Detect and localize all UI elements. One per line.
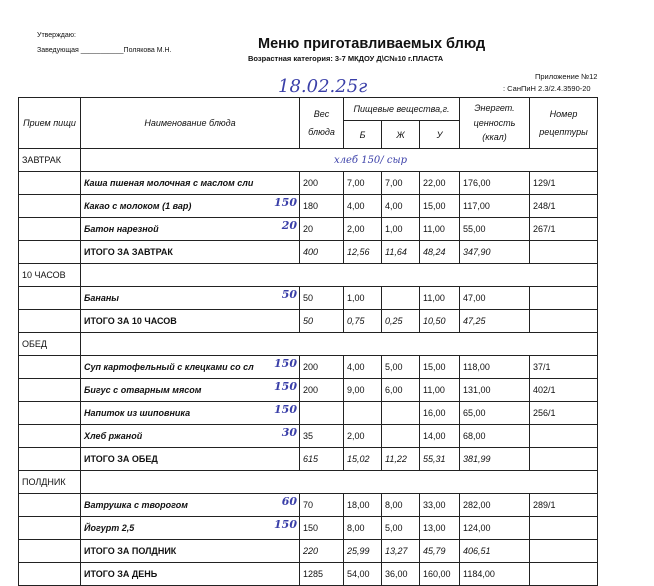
cell-weight: 200 xyxy=(300,172,344,195)
col-weight: Вес блюда xyxy=(300,98,344,149)
day-total-b: 54,00 xyxy=(344,563,382,586)
cell-weight: 200 xyxy=(300,379,344,402)
table-row xyxy=(19,402,598,425)
cell-kcal: 117,00 xyxy=(460,195,530,218)
cell-b: 9,00 xyxy=(344,379,382,402)
day-total-zh: 36,00 xyxy=(382,563,420,586)
cell-u: 11,00 xyxy=(420,379,460,402)
cell-recipe: 267/1 xyxy=(530,218,598,241)
col-zh: Ж xyxy=(382,121,420,149)
total-u: 48,24 xyxy=(420,241,460,264)
section-note-cell xyxy=(81,333,598,356)
cell-b: 1,00 xyxy=(344,287,382,310)
total-label: ИТОГО ЗА ЗАВТРАК xyxy=(81,241,300,264)
day-total-row xyxy=(19,563,598,586)
meal-cell xyxy=(19,195,81,218)
cell-u: 14,00 xyxy=(420,425,460,448)
dish-cell xyxy=(81,287,300,310)
table-row xyxy=(19,195,598,218)
meal-cell xyxy=(19,425,81,448)
section-row xyxy=(19,471,598,494)
dish-cell xyxy=(81,218,300,241)
col-u: У xyxy=(420,121,460,149)
table-row xyxy=(19,494,598,517)
meal-cell xyxy=(19,172,81,195)
total-zh: 11,64 xyxy=(382,241,420,264)
cell-u: 22,00 xyxy=(420,172,460,195)
total-row xyxy=(19,540,598,563)
total-zh: 0,25 xyxy=(382,310,420,333)
total-label: ИТОГО ЗА ПОЛДНИК xyxy=(81,540,300,563)
cell-recipe: 248/1 xyxy=(530,195,598,218)
dish-name: Каша пшеная молочная с маслом сли xyxy=(84,178,254,188)
dish-name: Напиток из шиповника xyxy=(84,408,191,418)
cell-recipe xyxy=(530,517,598,540)
total-row xyxy=(19,448,598,471)
approve-label: Утверждаю: xyxy=(37,32,76,39)
col-recipe: Номер рецептуры xyxy=(530,98,598,149)
page-title: Меню приготавливаемых блюд xyxy=(258,36,486,52)
cell-kcal: 131,00 xyxy=(460,379,530,402)
cell-weight: 180 xyxy=(300,195,344,218)
dish-name: Какао с молоком (1 вар) xyxy=(84,201,192,211)
total-zh: 11,22 xyxy=(382,448,420,471)
total-kcal: 347,90 xyxy=(460,241,530,264)
cell-zh xyxy=(382,402,420,425)
cell-zh xyxy=(382,425,420,448)
dish-name: Ватрушка с творогом xyxy=(84,500,188,510)
cell-weight: 35 xyxy=(300,425,344,448)
cell-b: 7,00 xyxy=(344,172,382,195)
meal-cell xyxy=(19,540,81,563)
table-row xyxy=(19,425,598,448)
dish-name: Батон нарезной xyxy=(84,224,159,234)
col-dish: Наименование блюда xyxy=(81,98,300,149)
cell-u: 11,00 xyxy=(420,287,460,310)
section-row xyxy=(19,264,598,287)
handwritten-note: хлеб 150/ сыр xyxy=(334,154,407,166)
cell-u: 33,00 xyxy=(420,494,460,517)
day-total-u: 160,00 xyxy=(420,563,460,586)
cell-recipe xyxy=(530,448,598,471)
total-weight: 400 xyxy=(300,241,344,264)
cell-zh: 4,00 xyxy=(382,195,420,218)
total-kcal: 47,25 xyxy=(460,310,530,333)
sanpin-label: : СанПиН 2.3/2.4.3590-20 xyxy=(503,84,591,93)
cell-zh: 1,00 xyxy=(382,218,420,241)
dish-name: Хлеб ржаной xyxy=(84,431,143,441)
cell-kcal: 65,00 xyxy=(460,402,530,425)
cell-kcal: 118,00 xyxy=(460,356,530,379)
meal-cell xyxy=(19,563,81,586)
table-row xyxy=(19,218,598,241)
meal-cell xyxy=(19,379,81,402)
cell-recipe xyxy=(530,540,598,563)
section-note-cell xyxy=(81,264,598,287)
table-row xyxy=(19,517,598,540)
cell-kcal: 124,00 xyxy=(460,517,530,540)
cell-recipe xyxy=(530,425,598,448)
total-b: 15,02 xyxy=(344,448,382,471)
handwritten-weight: 150 xyxy=(274,518,297,531)
total-u: 10,50 xyxy=(420,310,460,333)
dish-cell xyxy=(81,356,300,379)
cell-u: 11,00 xyxy=(420,218,460,241)
cell-u: 15,00 xyxy=(420,195,460,218)
cell-recipe: 129/1 xyxy=(530,172,598,195)
meal-cell xyxy=(19,402,81,425)
section-row xyxy=(19,333,598,356)
total-u: 55,31 xyxy=(420,448,460,471)
cell-recipe: 37/1 xyxy=(530,356,598,379)
meal-cell xyxy=(19,287,81,310)
total-b: 25,99 xyxy=(344,540,382,563)
cell-recipe xyxy=(530,310,598,333)
cell-zh: 5,00 xyxy=(382,356,420,379)
cell-weight: 20 xyxy=(300,218,344,241)
page-subtitle: Возрастная категория: 3-7 МКДОУ Д\С№10 г.ПЛАСТА xyxy=(248,54,444,63)
day-total-weight: 1285 xyxy=(300,563,344,586)
handwritten-weight: 150 xyxy=(274,196,297,209)
handwritten-weight: 150 xyxy=(274,380,297,393)
cell-kcal: 68,00 xyxy=(460,425,530,448)
table-row xyxy=(19,172,598,195)
cell-weight: 150 xyxy=(300,517,344,540)
total-weight: 50 xyxy=(300,310,344,333)
dish-cell xyxy=(81,494,300,517)
cell-recipe xyxy=(530,287,598,310)
section-name: 10 ЧАСОВ xyxy=(19,264,81,287)
cell-u: 16,00 xyxy=(420,402,460,425)
dish-cell xyxy=(81,425,300,448)
cell-b: 2,00 xyxy=(344,425,382,448)
cell-kcal: 282,00 xyxy=(460,494,530,517)
total-u: 45,79 xyxy=(420,540,460,563)
cell-kcal: 55,00 xyxy=(460,218,530,241)
cell-zh: 6,00 xyxy=(382,379,420,402)
dish-cell xyxy=(81,172,300,195)
cell-zh: 8,00 xyxy=(382,494,420,517)
dish-cell xyxy=(81,195,300,218)
handwritten-weight: 60 xyxy=(281,495,297,508)
cell-recipe xyxy=(530,241,598,264)
cell-b: 4,00 xyxy=(344,195,382,218)
col-nutrients: Пищевые вещества,г. xyxy=(344,98,460,121)
cell-u: 13,00 xyxy=(420,517,460,540)
cell-b: 4,00 xyxy=(344,356,382,379)
total-weight: 615 xyxy=(300,448,344,471)
section-name: ОБЕД xyxy=(19,333,81,356)
total-label: ИТОГО ЗА ОБЕД xyxy=(81,448,300,471)
section-name: ПОЛДНИК xyxy=(19,471,81,494)
dish-name: Йогурт 2,5 xyxy=(84,523,135,533)
section-row xyxy=(19,149,598,172)
table-row xyxy=(19,379,598,402)
table-row xyxy=(19,356,598,379)
total-row xyxy=(19,310,598,333)
day-total-label: ИТОГО ЗА ДЕНЬ xyxy=(81,563,300,586)
total-label: ИТОГО ЗА 10 ЧАСОВ xyxy=(81,310,300,333)
meal-cell xyxy=(19,448,81,471)
col-energy: Энергет. ценность (ккал) xyxy=(460,98,530,149)
cell-zh: 7,00 xyxy=(382,172,420,195)
cell-b: 2,00 xyxy=(344,218,382,241)
cell-weight: 50 xyxy=(300,287,344,310)
handwritten-date: 18.02.25г xyxy=(278,76,368,97)
total-b: 12,56 xyxy=(344,241,382,264)
manager-line: Заведующая ___________Полякова М.Н. xyxy=(37,47,172,54)
meal-cell xyxy=(19,310,81,333)
dish-name: Бананы xyxy=(84,293,119,303)
cell-kcal: 176,00 xyxy=(460,172,530,195)
table-row xyxy=(19,287,598,310)
cell-weight: 200 xyxy=(300,356,344,379)
total-weight: 220 xyxy=(300,540,344,563)
meal-cell xyxy=(19,356,81,379)
handwritten-weight: 20 xyxy=(281,219,297,232)
total-kcal: 381,99 xyxy=(460,448,530,471)
menu-table xyxy=(18,97,598,586)
col-meal: Прием пищи xyxy=(19,98,81,149)
handwritten-weight: 30 xyxy=(281,426,297,439)
handwritten-weight: 150 xyxy=(274,357,297,370)
handwritten-weight: 50 xyxy=(281,288,297,301)
handwritten-weight: 150 xyxy=(274,403,297,416)
cell-recipe xyxy=(530,563,598,586)
cell-recipe: 256/1 xyxy=(530,402,598,425)
meal-cell xyxy=(19,517,81,540)
dish-cell xyxy=(81,402,300,425)
cell-b: 8,00 xyxy=(344,517,382,540)
dish-name: Бигус с отварным мясом xyxy=(84,385,202,395)
total-zh: 13,27 xyxy=(382,540,420,563)
meal-cell xyxy=(19,218,81,241)
total-row xyxy=(19,241,598,264)
dish-name: Суп картофельный с клецками со сл xyxy=(84,362,254,372)
dish-cell xyxy=(81,379,300,402)
cell-recipe: 289/1 xyxy=(530,494,598,517)
cell-zh: 5,00 xyxy=(382,517,420,540)
day-total-kcal: 1184,00 xyxy=(460,563,530,586)
dish-cell xyxy=(81,517,300,540)
meal-cell xyxy=(19,241,81,264)
section-name: ЗАВТРАК xyxy=(19,149,81,172)
cell-weight: 70 xyxy=(300,494,344,517)
section-note-cell xyxy=(81,149,598,172)
annex-label: Приложение №12 xyxy=(535,72,598,81)
cell-kcal: 47,00 xyxy=(460,287,530,310)
total-kcal: 406,51 xyxy=(460,540,530,563)
cell-recipe: 402/1 xyxy=(530,379,598,402)
cell-u: 15,00 xyxy=(420,356,460,379)
total-b: 0,75 xyxy=(344,310,382,333)
cell-zh xyxy=(382,287,420,310)
section-note-cell xyxy=(81,471,598,494)
cell-b: 18,00 xyxy=(344,494,382,517)
col-b: Б xyxy=(344,121,382,149)
meal-cell xyxy=(19,494,81,517)
cell-weight xyxy=(300,402,344,425)
cell-b xyxy=(344,402,382,425)
